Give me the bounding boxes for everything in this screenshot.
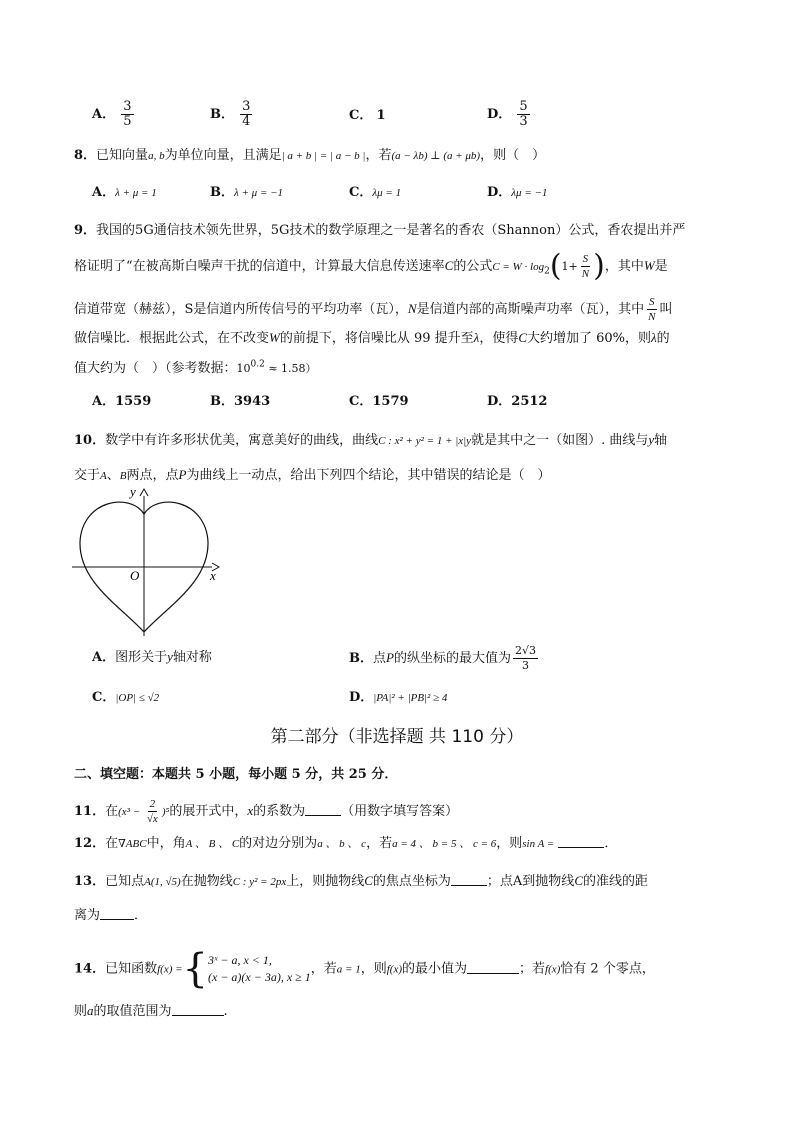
q7-b-fraction: $\frac{3}{4}$: [242, 99, 251, 129]
q9-option-a: A．1559: [92, 394, 152, 409]
origin-label: O: [130, 568, 140, 583]
q10-option-d: D．|PA|² + |PB|² ≥ 4: [349, 690, 448, 705]
q13-focus-blank[interactable]: [451, 873, 487, 886]
q9-line-3: 信道带宽（赫兹），S是信道内所传信号的平均功率（瓦），N是信道内部的高斯噪声功率（瓦），其中 $\frac{S}{N}$ 叫: [74, 296, 673, 323]
y-axis-arrow: [140, 489, 148, 496]
q14-min-blank[interactable]: [467, 961, 519, 974]
q7-option-c: C． 1: [349, 108, 386, 123]
q12-stem: 12．在∇ABC中，角A 、 B 、 C的对边分别为a 、 b 、 c，若a = 4 、 b = 5 、 c = 6，则sin A = ．: [74, 836, 618, 851]
q11-fraction: $\frac{2}{√x}$: [146, 798, 158, 825]
q7-d-fraction: $\frac{5}{3}$: [519, 99, 528, 129]
q14-line-2: 则a的取值范围为 .: [74, 1003, 228, 1019]
q7-a-fraction: $\frac{3}{5}$: [123, 99, 132, 129]
q7-option-a: A． $\frac{3}{5}$: [92, 99, 132, 129]
y-axis-label: y: [130, 484, 136, 499]
q13-line-2: 离为 ．: [74, 908, 148, 923]
q12-answer-blank[interactable]: [558, 835, 604, 848]
heart-curve-figure: [70, 484, 230, 640]
q8-option-b: B．λ + μ = −1: [210, 185, 284, 200]
q9-snr-fraction: $\frac{S}{N}$: [648, 296, 656, 323]
q14-line-1: 14．已知函数f(x) = { 3ˣ − a, x < 1, (x − a)(x − 3a), x ≥ 1 ，若a = 1，则f(x)的最小值为 ；若f(x)恰有 2 个零点，: [74, 946, 655, 992]
q9-option-b: B．3943: [210, 394, 271, 409]
q9-signal-noise-fraction: $\frac{S}{N}$: [581, 253, 590, 280]
x-axis-label: x: [210, 568, 216, 583]
q9-line-1: 9．我国的5G通信技术领先世界，5G技术的数学原理之一是著名的香农（Shannon）公式，香农提出并严: [74, 223, 686, 238]
q8-option-a: A．λ + μ = 1: [92, 185, 157, 200]
q8-option-d: D．λμ = −1: [487, 185, 548, 200]
q10-line-1: 10．数学中有许多形状优美，寓意美好的曲线，曲线C : x² + y² = 1 + |x|y就是其中之一（如图）. 曲线与y轴: [74, 432, 668, 448]
q13-distance-blank[interactable]: [100, 907, 134, 920]
q10-option-a: A．图形关于y轴对称: [92, 649, 212, 665]
q13-line-1: 13．已知点A(1, √5)在抛物线C : y² = 2px上，则抛物线C的焦点坐标为 ；点A到抛物线C的准线的距: [74, 873, 648, 889]
q10-line-2: 交于A、B两点，点P为曲线上一动点，给出下列四个结论，其中错误的结论是（ ）: [74, 467, 551, 483]
q8-option-c: C．λμ = 1: [349, 185, 402, 200]
q9-line-4: 做信噪比．根据此公式，在不改变W的前提下，将信噪比从 99 提升至λ，使得C大约增加了 60%，则λ的: [74, 330, 670, 346]
q14-range-blank[interactable]: [172, 1003, 224, 1016]
q9-option-c: C．1579: [349, 394, 409, 409]
q10-option-c: C．|OP| ≤ √2: [92, 690, 160, 705]
q9-line-5: 值大约为（ ）（参考数据：$10^{0.2} \approx 1.58$）: [74, 359, 317, 376]
part-two-heading: 第二部分（非选择题 共 110 分）: [270, 727, 524, 747]
q10-b-fraction: $\frac{2√3}{3}$: [514, 644, 536, 672]
q7-option-d: D． $\frac{5}{3}$: [487, 99, 528, 129]
q11-stem: 11．在(x³ − $\frac{2}{√x}$ )⁵的展开式中，x的系数为 （用数字填写答案）: [74, 798, 459, 825]
q14-piecewise: { 3ˣ − a, x < 1, (x − a)(x − 3a), x ≥ 1: [182, 946, 311, 992]
q9-line-2: 格证明了“在被高斯白噪声干扰的信道中，计算最大信息传送速率C的公式$C = W \cdot \log_2(1+$ $\frac{S}{N}$ )，其中W是: [74, 248, 668, 284]
q9-option-d: D．2512: [487, 394, 548, 409]
q7-option-b: B． $\frac{3}{4}$: [210, 99, 251, 129]
section-two-title: 二、填空题：本题共 5 小题，每小题 5 分，共 25 分．: [74, 767, 398, 782]
q11-answer-blank[interactable]: [305, 803, 341, 816]
q10-option-b: B．点P的纵坐标的最大值为 $\frac{2√3}{3}$: [349, 644, 536, 672]
q8-stem: 8．已知向量a, b为单位向量，且满足| a + b | = | a − b |，若(a − λb) ⊥ (a + μb)，则（ ）: [74, 148, 546, 163]
